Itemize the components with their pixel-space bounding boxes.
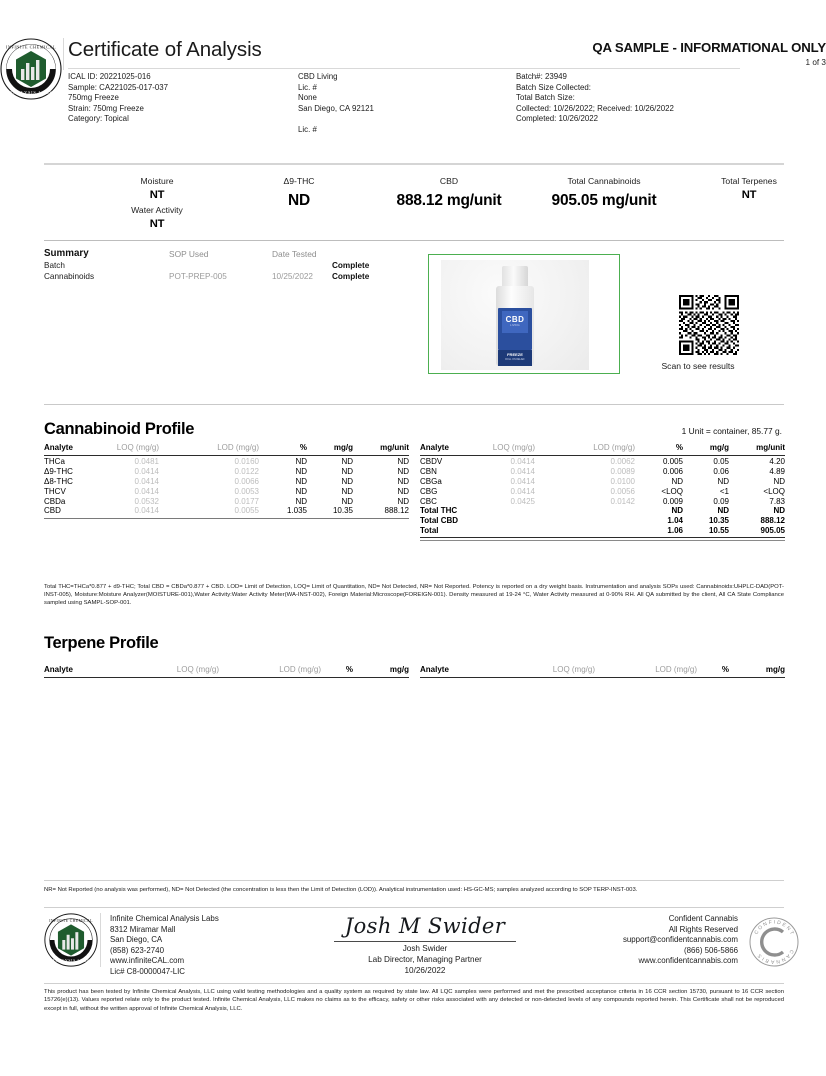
table-header-rule [420, 455, 785, 456]
cannabinoid-table-right [420, 443, 785, 542]
stat-water-activity-value: NT [149, 218, 165, 230]
col-loq: LOQ (mg/g) [492, 443, 535, 452]
summary-col-date: Date Tested [272, 249, 317, 259]
cell-analyte: CBGa [420, 476, 442, 486]
stats-top-divider [44, 163, 784, 165]
qa-sample-banner: QA SAMPLE - INFORMATIONAL ONLY [592, 40, 826, 55]
terpene-table-right [420, 665, 785, 676]
col-analyte: Analyte [420, 665, 449, 674]
footer-top-divider [44, 880, 784, 881]
cc-phone: (866) 506-5866 [684, 945, 738, 955]
cell-percent: ND [295, 466, 307, 476]
stat-cbd [364, 175, 534, 209]
lab-name: Infinite Chemical Analysis Labs [110, 914, 219, 923]
cell-mgg: <1 [719, 486, 729, 496]
cell-mgunit: 4.20 [769, 457, 785, 466]
table-header-row [420, 665, 785, 676]
table-row-total-cbd [420, 516, 785, 526]
cell-analyte: CBDa [44, 496, 66, 506]
cell-lod: 0.0055 [234, 506, 259, 516]
cell-analyte: CBN [420, 466, 437, 476]
cell-mgunit: 888.12 [384, 506, 409, 516]
svg-text:INFINITE CHEMICAL: INFINITE CHEMICAL [49, 919, 93, 924]
stat-total-terpenes-value: NT [741, 189, 757, 201]
cell-mgunit: ND [397, 476, 409, 486]
footer-infinite-cal-logo-icon [44, 913, 98, 967]
lab-city: San Diego, CA [110, 935, 163, 945]
client-info-column [298, 72, 374, 136]
cell-loq: 0.0414 [510, 486, 535, 496]
cell-percent: 1.06 [667, 526, 683, 536]
cell-lod: 0.0066 [234, 476, 259, 486]
cc-logo-bottom-text: CANNABIS [755, 948, 795, 965]
cell-percent: 0.005 [662, 457, 683, 466]
total-batch-size: Total Batch Size: [516, 93, 575, 103]
lab-website[interactable]: www.infiniteCAL.com [110, 956, 185, 966]
cell-analyte: CBG [420, 486, 438, 496]
cell-percent: <LOQ [661, 486, 683, 496]
cell-mgg: 10.35 [332, 506, 353, 516]
stat-total-cannabinoids [514, 175, 694, 209]
cell-loq: 0.0414 [134, 506, 159, 516]
col-mgunit: mg/unit [756, 443, 785, 452]
table-header-rule [44, 677, 409, 678]
stat-water-activity-label: Water Activity [131, 205, 183, 215]
summary-row-batch [44, 261, 424, 272]
cell-percent: 1.035 [286, 506, 307, 516]
col-loq: LOQ (mg/g) [176, 665, 219, 674]
batch-info-column [516, 72, 674, 125]
table-header-row [44, 443, 409, 454]
cell-percent: ND [295, 486, 307, 496]
product-photo [441, 260, 589, 370]
qr-code-icon[interactable] [679, 295, 739, 355]
stat-total-terpenes [674, 175, 824, 204]
table-row-total-thc [420, 506, 785, 516]
summary-row-sop: POT-PREP-005 [169, 272, 227, 282]
stat-moisture-label: Moisture [140, 176, 174, 186]
lab-street: 8312 Miramar Mall [110, 924, 176, 934]
summary-row-name: Cannabinoids [44, 272, 95, 282]
cell-percent: 0.006 [662, 466, 683, 476]
cell-mgunit: 905.05 [760, 526, 785, 536]
client-secondary-license-label: Lic. # [298, 124, 317, 134]
signer-date: 10/26/2022 [404, 965, 446, 975]
cc-name: Confident Cannabis [668, 914, 738, 923]
unit-definition-note: 1 Unit = container, 85.77 g. [681, 426, 782, 436]
terpene-profile-title: Terpene Profile [44, 634, 159, 652]
sample-category: Category: Topical [68, 114, 129, 124]
col-mgg: mg/g [709, 443, 729, 452]
collected-received-dates: Collected: 10/26/2022; Received: 10/26/2022 [516, 103, 674, 113]
product-bottle-graphic [493, 266, 537, 366]
header-logo-divider [63, 38, 64, 70]
summary-section [44, 248, 424, 283]
cell-loq: 0.0425 [510, 496, 535, 506]
stat-total-cannabinoids-label: Total Cannabinoids [567, 176, 641, 186]
signature-image: Josh M Swider [344, 914, 506, 938]
cell-loq: 0.0481 [134, 457, 159, 466]
svg-text:INFINITE CHEMICAL: INFINITE CHEMICAL [5, 44, 57, 50]
cannabinoid-notes: Total THC=THCa*0.877 + d9-THC; Total CBD = CBDa*0.877 + CBD. LOD= Limit of Detection, LOQ= Limit of Quantitation, ND= Not Detected, NR= Not Reported. Potency is reported on a dry weight basis. Instrumentation and analysis SOPs used: Cannabinoids:UHPLC-DAD(POT-INST-005), Moisture:Moisture Analyzer(MOISTURE-001),Water Activity:Water Activity Meter(WA-INST-002), Foreign Material:Microscope(FOREIGN-001). Density measured at 19-24 °C, Water Activity measured at 0-90% RH. All QA submitted by the client, All CA State Compliance sampled using SAMPL-SOP-001. [44, 584, 784, 607]
cell-lod: 0.0089 [610, 466, 635, 476]
cell-mgunit: ND [397, 466, 409, 476]
col-percent: % [721, 665, 729, 674]
bottle-brand-text: CBD [505, 315, 525, 324]
batch-number: Batch#: 23949 [516, 72, 567, 81]
cell-analyte: Total CBD [420, 516, 459, 526]
cell-loq: 0.0532 [134, 496, 159, 506]
bottle-cap [502, 266, 528, 288]
lab-license: Lic# C8-0000047-LIC [110, 966, 186, 976]
stat-total-cannabinoids-value: 905.05 mg/unit [551, 192, 657, 209]
table-row [44, 457, 409, 467]
client-license-value: None [298, 93, 317, 103]
cell-mgg: ND [341, 457, 353, 466]
cc-website[interactable]: www.confidentcannabis.com [638, 956, 738, 966]
footer-mid-divider [44, 907, 784, 908]
stat-total-terpenes-label: Total Terpenes [721, 176, 777, 186]
document-header [0, 0, 826, 134]
cell-mgg: 10.35 [708, 516, 729, 526]
table-header-row [420, 443, 785, 454]
cell-percent: ND [295, 457, 307, 466]
cannabinoid-profile-title: Cannabinoid Profile [44, 420, 195, 438]
summary-header-row [44, 248, 424, 261]
cell-analyte: Δ8-THC [44, 476, 73, 486]
svg-text:ANALYSIS LABS: ANALYSIS LABS [52, 958, 90, 963]
cell-lod: 0.0062 [610, 457, 635, 466]
col-analyte: Analyte [420, 443, 449, 452]
table-header-rule [420, 677, 785, 678]
cell-mgg: ND [341, 476, 353, 486]
sample-product-name: 750mg Freeze [68, 93, 119, 103]
table-row [420, 457, 785, 467]
summary-row-status: Complete [332, 272, 370, 282]
table-row [420, 497, 785, 507]
bottle-brand-sub-text: LIVING [510, 324, 520, 327]
cc-logo-top-text: CONFIDENT [753, 919, 796, 938]
cell-analyte: CBC [420, 496, 437, 506]
stats-bottom-divider [44, 240, 784, 241]
cell-percent: ND [671, 506, 683, 516]
signature-block [330, 911, 520, 976]
svg-text:ANALYSIS LABS: ANALYSIS LABS [9, 90, 53, 95]
stat-d9-thc-value: ND [288, 192, 310, 209]
cell-lod: 0.0053 [234, 486, 259, 496]
cell-loq: 0.0414 [134, 466, 159, 476]
cell-mgg: ND [341, 466, 353, 476]
client-license-label: Lic. # [298, 82, 317, 92]
cell-mgg: ND [341, 496, 353, 506]
completed-date: Completed: 10/26/2022 [516, 114, 599, 124]
batch-size-collected: Batch Size Collected: [516, 82, 591, 92]
cell-mgg: 10.55 [708, 526, 729, 536]
sample-info-column [68, 72, 168, 125]
cell-lod: 0.0100 [610, 476, 635, 486]
legal-disclaimer: This product has been tested by Infinite Chemical Analysis, LLC using valid testing methodologies and a quality system as required by state law. All LQC samples were performed and met the prescribed acceptance criteria in 16 CCR section 15730, pursuant to 16 CCR section 15726(e)(13). Values reported relate only to the product tested. Infinite Chemical Analysis, LLC makes no claims as to the efficacy, safety or other risks associated with any detected or non-detected levels of any compounds reported herein. This Certificate shall not be reproduced except in full, without the written approval of Infinite Chemical Analysis, LLC. [44, 989, 784, 1012]
table-total-rule-bottom [420, 540, 785, 541]
col-percent: % [345, 665, 353, 674]
cell-mgunit: ND [397, 486, 409, 496]
cell-analyte: CBDV [420, 457, 443, 466]
col-loq: LOQ (mg/g) [116, 443, 159, 452]
summary-row-date: 10/25/2022 [272, 272, 313, 282]
summary-row-status: Complete [332, 261, 370, 270]
infinite-cal-logo-icon [0, 38, 62, 100]
stat-moisture-value: NT [149, 189, 165, 201]
table-row [44, 477, 409, 487]
col-mgunit: mg/unit [380, 443, 409, 452]
cell-loq: 0.0414 [510, 457, 535, 466]
summary-row-cannabinoids [44, 272, 424, 283]
table-row [420, 477, 785, 487]
cc-rights: All Rights Reserved [668, 924, 738, 934]
cell-analyte: THCa [44, 457, 65, 466]
cc-support-email[interactable]: support@confidentcannabis.com [622, 935, 738, 945]
cell-mgunit: ND [773, 506, 785, 516]
table-total-rule-top [420, 537, 785, 538]
cell-analyte: THCV [44, 486, 66, 496]
cell-mgunit: ND [397, 496, 409, 506]
lab-phone: (858) 623-2740 [110, 945, 164, 955]
cell-percent: 1.04 [667, 516, 683, 526]
cell-mgunit: 7.83 [769, 496, 785, 506]
cell-analyte: Δ9-THC [44, 466, 73, 476]
bottle-label-inner [502, 311, 528, 333]
bottle-band-subtext: ROLL ON RELIEF [505, 358, 525, 361]
col-lod: LOD (mg/g) [279, 665, 321, 674]
signer-name: Josh Swider [402, 944, 448, 953]
cell-mgg: ND [717, 476, 729, 486]
table-row [44, 497, 409, 507]
footer-logo-divider [100, 913, 101, 967]
cell-mgg: 0.06 [713, 466, 729, 476]
table-row-total [420, 526, 785, 536]
cell-percent: 0.009 [662, 496, 683, 506]
cell-mgunit: 888.12 [760, 516, 785, 526]
col-mgg: mg/g [765, 665, 785, 674]
confident-cannabis-logo-icon [748, 916, 800, 968]
cell-percent: ND [671, 476, 683, 486]
cell-mgunit: <LOQ [763, 486, 785, 496]
col-mgg: mg/g [333, 443, 353, 452]
cell-mgg: ND [341, 486, 353, 496]
stat-moisture [82, 175, 232, 233]
summary-title: Summary [44, 248, 89, 259]
col-analyte: Analyte [44, 665, 73, 674]
cell-loq: 0.0414 [510, 466, 535, 476]
sample-ical-id: ICAL ID: 20221025-016 [68, 72, 151, 81]
qr-caption: Scan to see results [661, 361, 735, 371]
cannabinoid-section-divider [44, 404, 784, 405]
stat-cbd-label: CBD [439, 176, 459, 186]
stat-d9-thc [224, 175, 374, 209]
cell-mgg: ND [717, 506, 729, 516]
lab-contact-info [110, 914, 219, 978]
col-lod: LOD (mg/g) [593, 443, 635, 452]
cell-loq: 0.0414 [134, 486, 159, 496]
cell-lod: 0.0142 [610, 496, 635, 506]
table-row [44, 487, 409, 497]
table-header-rule [44, 455, 409, 456]
col-lod: LOD (mg/g) [655, 665, 697, 674]
table-bottom-rule [44, 518, 409, 519]
table-row [44, 506, 409, 516]
cell-lod: 0.0122 [234, 466, 259, 476]
client-name: CBD Living [298, 72, 338, 81]
summary-row-name: Batch [44, 261, 65, 270]
cell-analyte: Total [420, 526, 439, 536]
summary-col-sop: SOP Used [169, 249, 209, 259]
confident-cannabis-info [623, 914, 738, 967]
cell-lod: 0.0177 [234, 496, 259, 506]
cell-loq: 0.0414 [510, 476, 535, 486]
table-row [44, 467, 409, 477]
cell-lod: 0.0160 [234, 457, 259, 466]
page-title: Certificate of Analysis [68, 38, 262, 61]
footer-bottom-divider [44, 983, 784, 984]
bottle-band [498, 350, 532, 366]
stat-d9-thc-label: Δ9-THC [283, 176, 315, 186]
cell-mgunit: ND [773, 476, 785, 486]
client-address: San Diego, CA 92121 [298, 103, 374, 113]
cell-percent: ND [295, 496, 307, 506]
table-header-row [44, 665, 409, 676]
signer-title: Lab Director, Managing Partner [368, 954, 482, 964]
sample-id: Sample: CA221025-017-037 [68, 82, 169, 92]
col-percent: % [675, 443, 683, 452]
cell-loq: 0.0414 [134, 476, 159, 486]
col-loq: LOQ (mg/g) [552, 665, 595, 674]
cell-analyte: CBD [44, 506, 61, 516]
table-row [420, 487, 785, 497]
col-lod: LOD (mg/g) [217, 443, 259, 452]
terpene-table-left [44, 665, 409, 676]
cell-analyte: Total THC [420, 506, 458, 516]
cell-mgunit: 4.89 [769, 466, 785, 476]
col-percent: % [299, 443, 307, 452]
sample-strain: Strain: 750mg Freeze [68, 103, 144, 113]
stat-cbd-value: 888.12 mg/unit [396, 192, 502, 209]
qr-code-section [661, 295, 742, 371]
bottle-label [498, 308, 532, 350]
summary-stats-row [44, 175, 784, 237]
terpene-notes: NR= Not Reported (no analysis was performed), ND= Not Detected (the concentration is less then the Limit of Detection (LOD)). Analytical instrumentation used: HS-GC-MS; samples analyzed according to SOP TERP-INST-003. [44, 887, 638, 893]
cell-percent: ND [295, 476, 307, 486]
signature-line [334, 941, 516, 942]
page-indicator: 1 of 3 [805, 58, 826, 67]
col-analyte: Analyte [44, 443, 73, 452]
cell-mgg: 0.09 [713, 496, 729, 506]
cannabinoid-table-left [44, 443, 409, 520]
cell-mgunit: ND [397, 457, 409, 466]
cell-lod: 0.0056 [610, 486, 635, 496]
bottle-band-text: FREEZE [507, 352, 523, 357]
table-row [420, 467, 785, 477]
cell-mgg: 0.05 [713, 457, 729, 466]
product-image-container [428, 254, 620, 374]
header-divider [68, 68, 740, 69]
col-mgg: mg/g [389, 665, 409, 674]
